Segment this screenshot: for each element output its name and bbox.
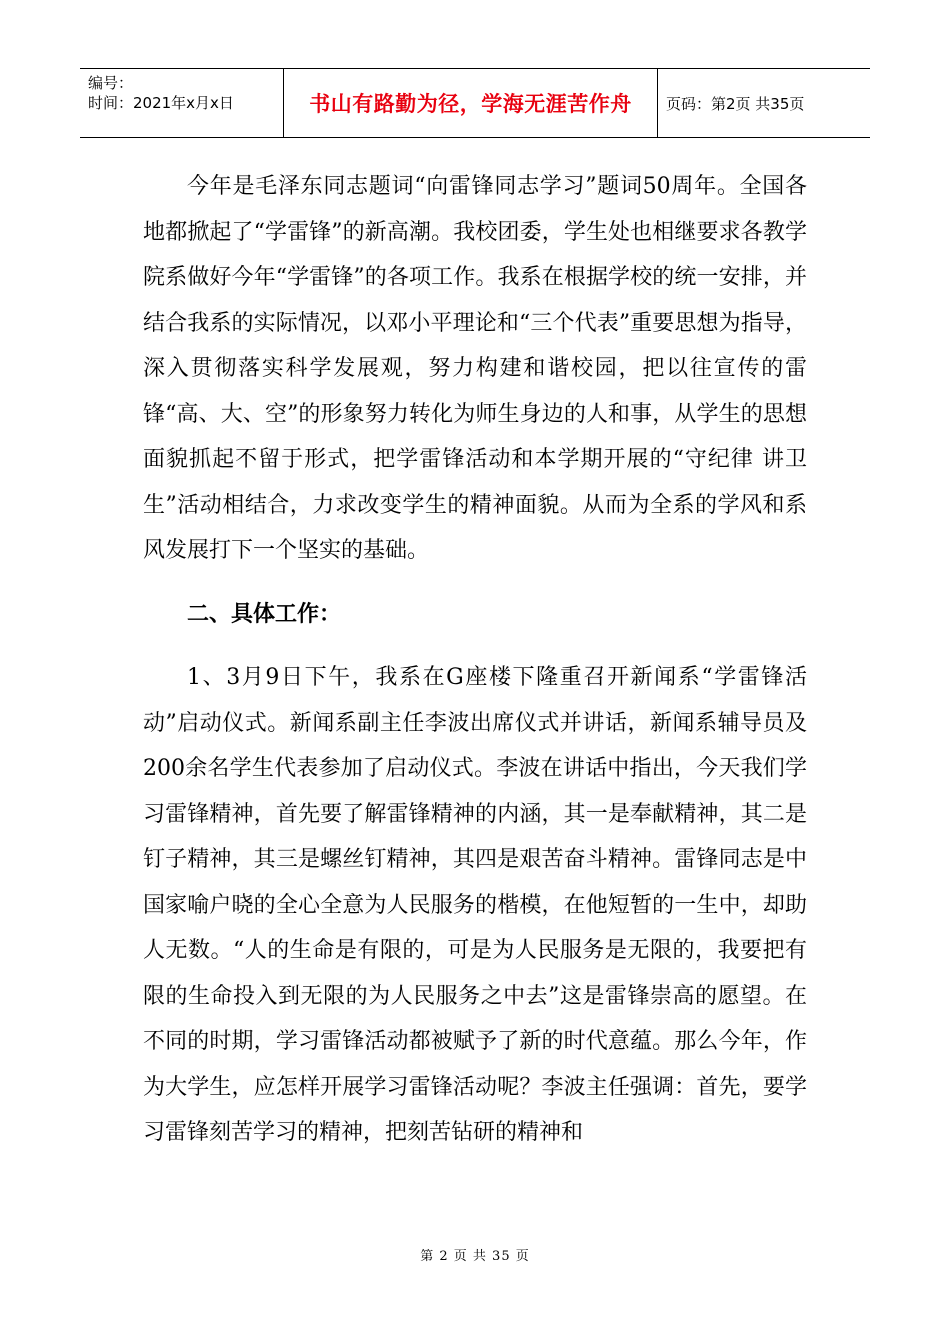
page-footer: 第 2 页 共 35 页 xyxy=(420,1249,530,1264)
document-number-label: 编号： xyxy=(88,74,134,92)
body-paragraph-1: 今年是毛泽东同志题词“向雷锋同志学习”题词50周年。全国各地都掀起了“学雷锋”的新高潮。我校团委，学生处也相继要求各教学院系做好今年“学雷锋”的各项工作。我系在根据学校的统一安排，并结合我系的实际情况，以邓小平理论和“三个代表”重要思想为指导，深入贯彻落实科学发展观，努力构建和谐校园，把以往宣传的雷锋“高、大、空”的形象努力转化为师生身边的人和事，从学生的思想面貌抓起不留于形式，把学雷锋活动和本学期开展的“守纪律 讲卫生”活动相结合，力求改变学生的精神面貌。从而为全系的学风和系风发展打下一个坚实的基础。 xyxy=(143,174,807,563)
document-body xyxy=(143,164,807,1156)
header-page-label: 页码：第2页 共35页 xyxy=(666,94,805,113)
page-header xyxy=(80,68,870,138)
document-date-label: 时间：2021年x月x日 xyxy=(88,94,234,112)
body-paragraph-2: 1、3月9日下午，我系在G座楼下隆重召开新闻系“学雷锋活动”启动仪式。新闻系副主任李波出席仪式并讲话，新闻系辅导员及200余名学生代表参加了启动仪式。李波在讲话中指出，今天我们学习雷锋精神，首先要了解雷锋精神的内涵，其一是奉献精神，其二是钉子精神，其三是螺丝钉精神，其四是艰苦奋斗精神。雷锋同志是中国家喻户晓的全心全意为人民服务的楷模，在他短暂的一生中，却助人无数。“人的生命是有限的，可是为人民服务是无限的，我要把有限的生命投入到无限的为人民服务之中去”这是雷锋崇高的愿望。在不同的时期，学习雷锋活动都被赋予了新的时代意蕴。那么今年，作为大学生，应怎样开展学习雷锋活动呢？李波主任强调：首先，要学习雷锋刻苦学习的精神，把刻苦钻研的精神和 xyxy=(143,665,807,1145)
header-meta xyxy=(80,69,284,137)
section-heading: 二、具体工作： xyxy=(187,601,342,627)
header-motto: 书山有路勤为径，学海无涯苦作舟 xyxy=(284,69,658,137)
